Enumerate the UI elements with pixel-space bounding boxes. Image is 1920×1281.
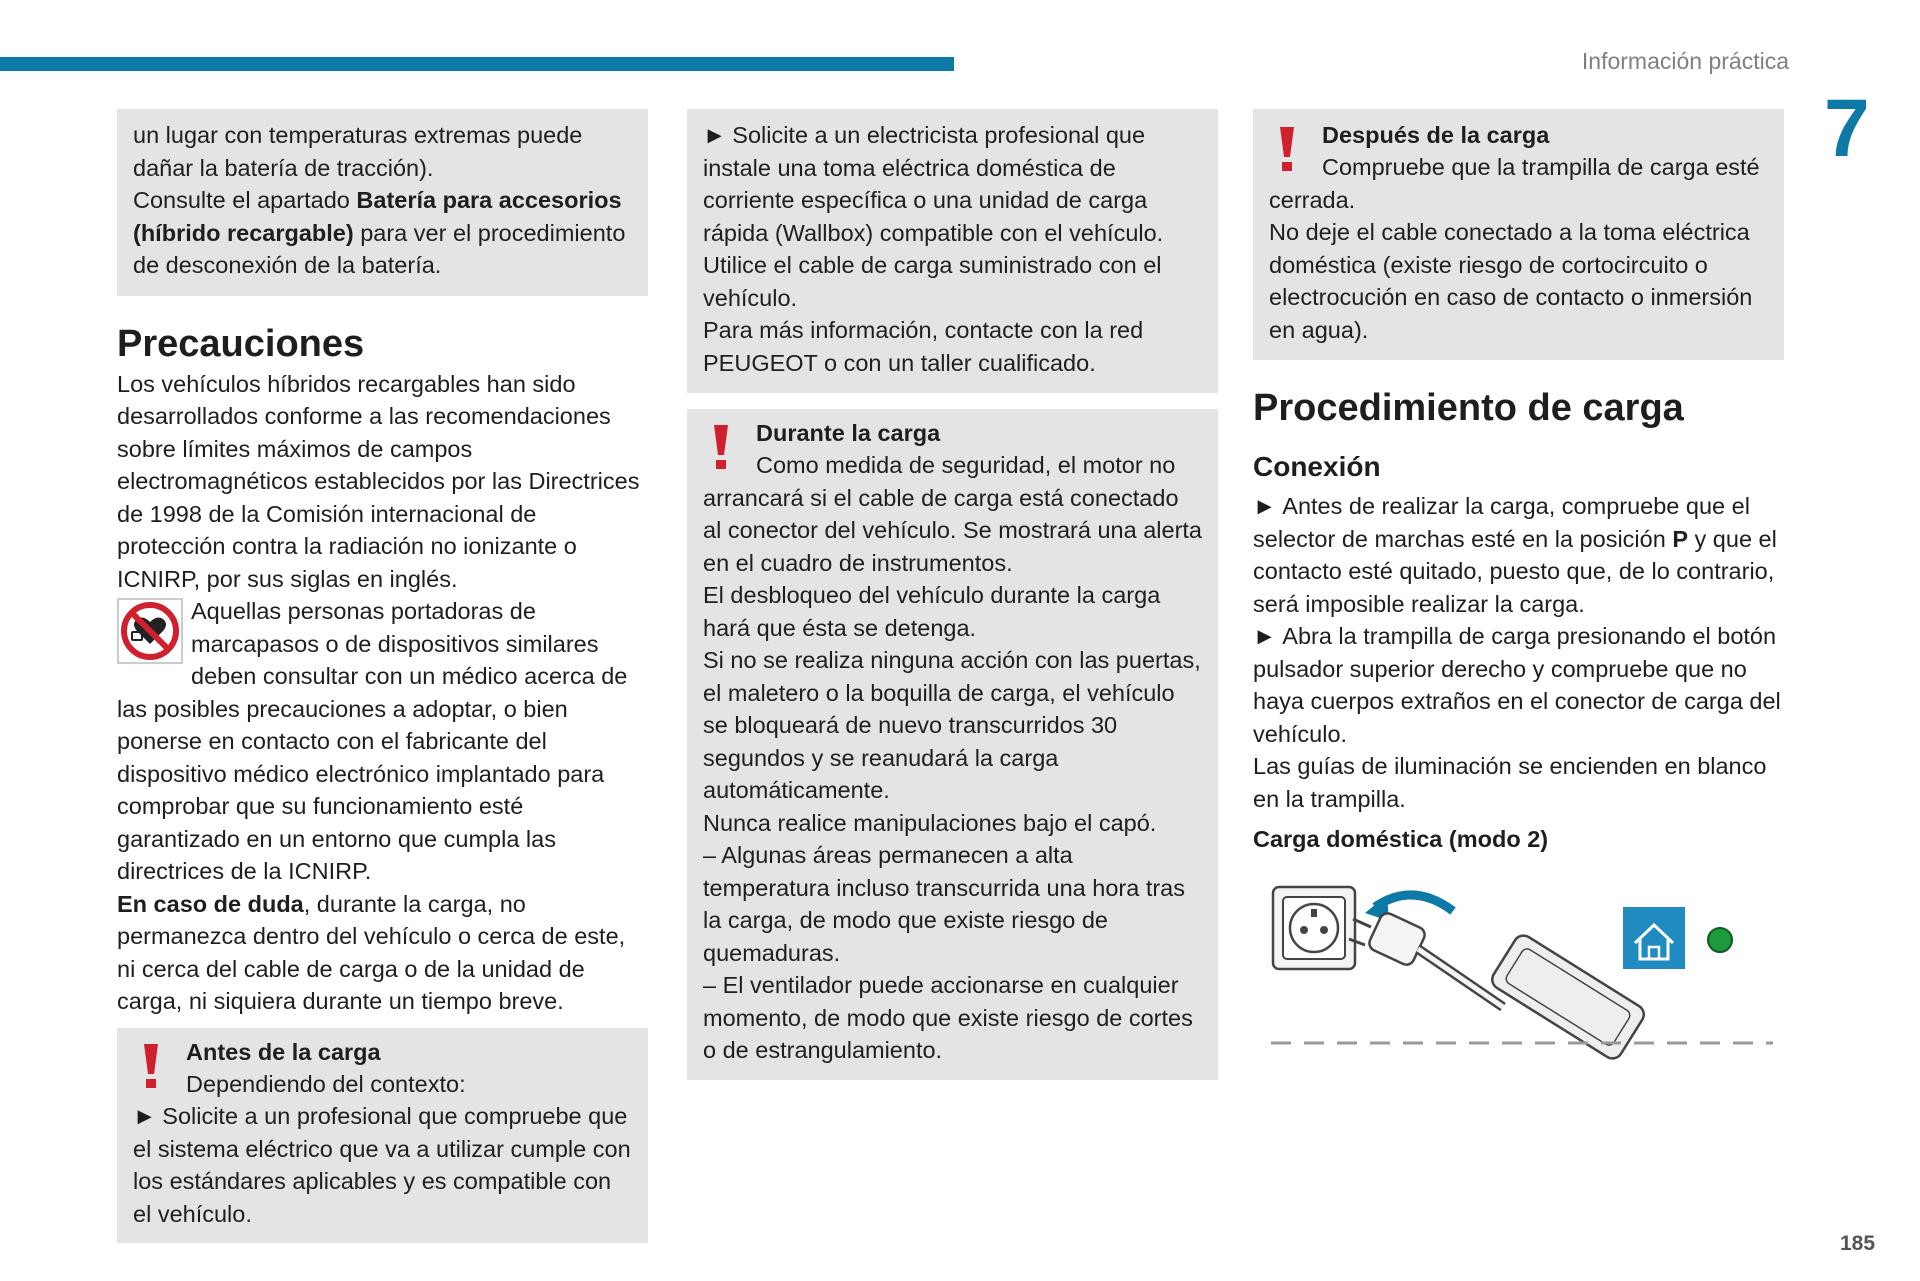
warning-text: No deje el cable conectado a la toma eléctrica doméstica (existe riesgo de cortocircuito o electrocución en caso de contacto o inmersión en agua). bbox=[1269, 219, 1753, 343]
warning-text: – Algunas áreas permanecen a alta temperatura incluso transcurrida una hora tras la carga, de modo que existe riesgo de quemaduras. bbox=[703, 842, 1185, 966]
info-box-installation bbox=[687, 109, 1218, 393]
warning-text: El desbloqueo del vehículo durante la carga hará que ésta se detenga. bbox=[703, 582, 1161, 641]
step-text: Las guías de iluminación se encienden en blanco en la trampilla. bbox=[1253, 753, 1767, 812]
warning-text: Dependiendo del contexto: bbox=[186, 1070, 466, 1097]
page-number: 185 bbox=[1840, 1232, 1876, 1255]
box-text: Para más información, contacte con la red PEUGEOT o con un taller cualificado. bbox=[703, 317, 1144, 376]
connection-subtitle: Conexión bbox=[1253, 451, 1381, 482]
warning-exclamation-icon bbox=[711, 423, 731, 471]
bullet-arrow: ► bbox=[133, 1103, 157, 1129]
charging-procedure-title: Procedimiento de carga bbox=[1253, 387, 1684, 429]
bullet-arrow: ► bbox=[1253, 623, 1277, 649]
box-text: Consulte el apartado Batería para accesorios (híbrido recargable) para ver el procedimiento de desconexión de la batería. bbox=[133, 187, 626, 278]
warning-box-before-charging bbox=[117, 1028, 648, 1244]
column-2 bbox=[687, 109, 1218, 1080]
warning-text: Nunca realice manipulaciones bajo el capó. bbox=[703, 809, 1157, 836]
warning-title: Antes de la carga bbox=[186, 1038, 381, 1065]
box-text: Utilice el cable de carga suministrado con el vehículo. bbox=[703, 252, 1162, 311]
charging-led-indicator bbox=[1708, 928, 1732, 952]
warning-text: Si no se realiza ninguna acción con las puertas, el maletero o la boquilla de carga, el vehículo se bloqueará de nuevo transcurridos 30 segundos y se reanudará la carga automáticamente. bbox=[703, 647, 1201, 803]
battery-reference: Batería para accesorios (híbrido recargable) bbox=[133, 187, 622, 246]
pacemaker-prohibited-icon bbox=[117, 598, 183, 664]
warning-header bbox=[133, 1036, 632, 1101]
warning-text: ► Solicite a un profesional que compruebe que el sistema eléctrico que va a utilizar cumple con los estándares aplicables y es compatible con el vehículo. bbox=[133, 1103, 631, 1227]
warning-header bbox=[1269, 119, 1768, 151]
warning-header bbox=[703, 417, 1202, 449]
pacemaker-text: Aquellas personas portadoras de marcapasos o de dispositivos similares deben consultar con un médico acerca de las posibles precauciones a adoptar, o bien ponerse en contacto con el fabricante del dispositivo médico electrónico implantado para comprobar que su funcionamiento esté garantizado en un entorno que cumpla las directrices de la ICNIRP. bbox=[117, 598, 628, 884]
doubt-paragraph: En caso de duda, durante la carga, no permanezca dentro del vehículo o cerca de este, ni cerca del cable de carga o de la unidad de carga, ni siquiera durante un tiempo breve. bbox=[117, 890, 626, 1014]
step-text: ► Antes de realizar la carga, compruebe que el selector de marchas esté en la posición P y que el contacto esté quitado, puesto que, de lo contrario, será imposible realizar la carga. bbox=[1253, 493, 1777, 617]
precautions-paragraph: Los vehículos híbridos recargables han sido desarrollados conforme a las recomendaciones sobre límites máximos de campos electromagnéticos establecidos por las Directrices de 1998 de la Comisión internacional de protección contra la radiación no ionizante o ICNIRP, por sus siglas en inglés. bbox=[117, 370, 640, 592]
column-3 bbox=[1253, 109, 1784, 1063]
domestic-charging-illustration bbox=[1253, 867, 1784, 1063]
warning-title: Después de la carga bbox=[1322, 122, 1550, 148]
box-text: un lugar con temperaturas extremas puede dañar la batería de tracción). bbox=[133, 122, 583, 181]
warning-box-after-charging bbox=[1253, 109, 1784, 360]
warning-text: Compruebe que la trampilla de carga esté cerrada. bbox=[1269, 154, 1760, 213]
wall-socket-icon bbox=[1273, 887, 1355, 969]
pacemaker-paragraph bbox=[117, 595, 648, 888]
bullet-arrow: ► bbox=[1253, 493, 1277, 519]
plug-cable-icon bbox=[1349, 911, 1648, 1062]
info-box-battery bbox=[117, 109, 648, 296]
column-1 bbox=[117, 109, 648, 1243]
step-text: ► Abra la trampilla de carga presionando el botón pulsador superior derecho y compruebe que no haya cuerpos extraños en el conector de carga del vehículo. bbox=[1253, 623, 1781, 747]
section-title: Información práctica bbox=[1581, 48, 1789, 74]
warning-box-during-charging bbox=[687, 409, 1218, 1080]
box-text: ► Solicite a un electricista profesional que instale una toma eléctrica doméstica de corriente específica o una unidad de carga rápida (Wallbox) compatible con el vehículo. bbox=[703, 122, 1164, 246]
warning-text: – El ventilador puede accionarse en cualquier momento, de modo que existe riesgo de cortes o de estrangulamiento. bbox=[703, 972, 1193, 1063]
gear-position: P bbox=[1672, 525, 1688, 552]
precautions-title: Precauciones bbox=[117, 322, 365, 365]
domestic-charging-subtitle: Carga doméstica (modo 2) bbox=[1253, 826, 1549, 852]
warning-exclamation-icon bbox=[141, 1042, 161, 1090]
warning-exclamation-icon bbox=[1277, 125, 1297, 173]
header-accent-bar bbox=[0, 57, 954, 71]
warning-text: Como medida de seguridad, el motor no arrancará si el cable de carga está conectado al conector del vehículo. Se mostrará una alerta en el cuadro de instrumentos. bbox=[703, 452, 1202, 576]
bullet-arrow: ► bbox=[703, 122, 727, 148]
chapter-number: 7 bbox=[1824, 83, 1870, 174]
warning-title: Durante la carga bbox=[756, 420, 941, 446]
